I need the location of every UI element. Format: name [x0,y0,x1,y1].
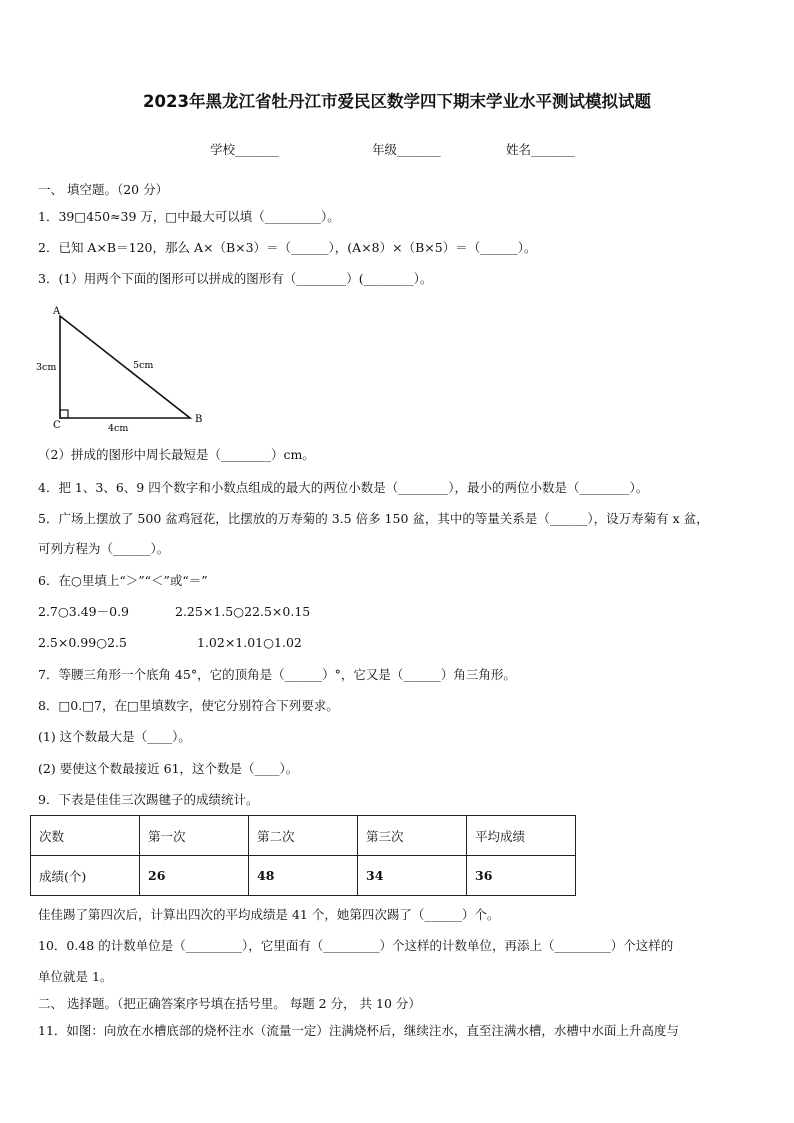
question-6: 6．在○里填上“＞”“＜”或“＝” [38,573,208,588]
question-11: 11．如图：向放在水槽底部的烧杯注水（流量一定）注满烧杯后，继续注水，直至注满水槽，水槽中水面上升高度与 [38,1023,679,1038]
question-8-part-1: (1) 这个数最大是（____）。 [38,729,191,744]
bottom-side-label: 4cm [108,423,129,434]
question-7: 7．等腰三角形一个底角 45°，它的顶角是（______）°，它又是（______）角三角形。 [38,667,516,682]
left-side-label: 3cm [36,362,57,373]
score-table [30,815,576,896]
table-header-cell: 平均成绩 [467,816,576,856]
section-1-heading: 一、 填空题。（20 分） [38,182,169,197]
question-3-part-2: （2）拼成的图形中周长最短是（________）cm。 [38,447,315,462]
table-header-cell: 第一次 [140,816,249,856]
table-cell: 成绩(个) [31,856,140,896]
vertex-c-label: C [53,420,61,431]
question-1: 1．39□450≈39 万，□中最大可以填（_________）。 [38,209,340,224]
table-cell: 48 [249,856,358,896]
grade-field: 年级_______ [372,142,441,157]
question-5-line-1: 5．广场上摆放了 500 盆鸡冠花，比摆放的万寿菊的 3.5 倍多 150 盆，其中的等量关系是（______），设万寿菊有 x 盆， [38,511,709,526]
table-header-cell: 第二次 [249,816,358,856]
question-8: 8．□0.□7，在□里填数字，使它分别符合下列要求。 [38,698,339,713]
table-cell: 26 [140,856,249,896]
question-6-item-1: 2.7○3.49－0.9 [38,604,129,619]
table-header-row [31,816,576,856]
question-9: 9．下表是佳佳三次踢毽子的成绩统计。 [38,792,259,807]
vertex-b-label: B [195,414,203,425]
exam-title: 2023年黑龙江省牡丹江市爱民区数学四下期末学业水平测试模拟试题 [143,92,651,111]
question-6-item-4: 1.02×1.01○1.02 [197,635,302,650]
table-header-cell: 第三次 [358,816,467,856]
section-2-heading: 二、 选择题。（把正确答案序号填在括号里。 每题 2 分， 共 10 分） [38,996,421,1011]
table-cell: 36 [467,856,576,896]
table-cell: 34 [358,856,467,896]
question-8-part-2: (2) 要使这个数最接近 61，这个数是（____）。 [38,761,299,776]
question-3: 3．(1）用两个下面的图形可以拼成的图形有（________）(________）。 [38,271,433,286]
question-2: 2．已知 A×B＝120，那么 A×（B×3）＝（______），(A×8）×（B×5）＝（______）。 [38,240,537,255]
question-6-item-2: 2.25×1.5○22.5×0.15 [175,604,311,619]
question-6-item-3: 2.5×0.99○2.5 [38,635,127,650]
right-triangle-figure [30,300,220,440]
table-header-cell: 次数 [31,816,140,856]
question-10-line-1: 10．0.48 的计数单位是（_________），它里面有（_________）个这样的计数单位，再添上（_________）个这样的 [38,938,674,953]
hypotenuse-label: 5cm [133,360,154,371]
question-5-line-2: 可列方程为（______）。 [38,541,170,556]
school-field: 学校_______ [210,142,279,157]
table-row [31,856,576,896]
question-10-line-2: 单位就是 1。 [38,969,113,984]
question-4: 4．把 1、3、6、9 四个数字和小数点组成的最大的两位小数是（________），最小的两位小数是（________）。 [38,480,649,495]
name-field: 姓名_______ [506,142,575,157]
question-9-followup: 佳佳踢了第四次后，计算出四次的平均成绩是 41 个，她第四次踢了（______）个。 [38,907,500,922]
vertex-a-label: A [53,306,61,317]
